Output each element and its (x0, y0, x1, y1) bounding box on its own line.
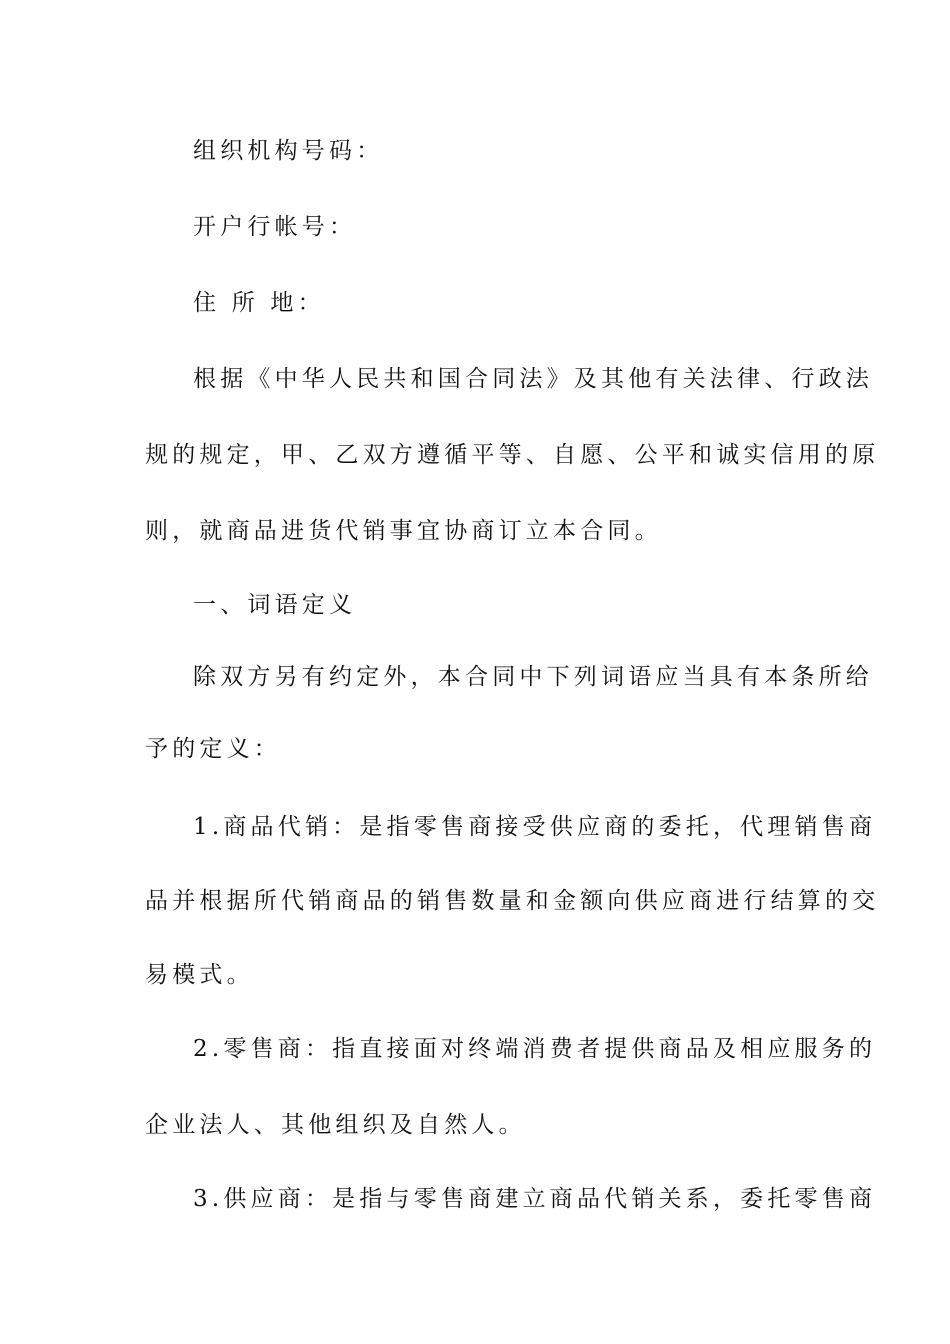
section-heading: 一、词语定义 (193, 592, 357, 618)
definition-line: 易模式。 (145, 962, 254, 988)
definition-line: 企业法人、其他组织及自然人。 (145, 1112, 526, 1138)
paragraph-line: 除双方另有约定外，本合同中下列词语应当具有本条所给 (193, 664, 873, 690)
definition-line: 1.商品代销：是指零售商接受供应商的委托，代理销售商 (193, 814, 877, 840)
paragraph-line: 规的规定，甲、乙双方遵循平等、自愿、公平和诚实信用的原 (145, 442, 880, 468)
definition-line: 3.供应商：是指与零售商建立商品代销关系，委托零售商 (193, 1186, 877, 1212)
definition-line: 2.零售商：指直接面对终端消费者提供商品及相应服务的 (193, 1036, 877, 1062)
paragraph-line: 根据《中华人民共和国合同法》及其他有关法律、行政法 (193, 366, 873, 392)
paragraph-line: 予的定义： (145, 736, 281, 762)
paragraph-line: 则，就商品进货代销事宜协商订立本合同。 (145, 518, 662, 544)
address-label: 住 所 地： (193, 290, 325, 316)
org-code-label: 组织机构号码： (193, 138, 384, 164)
definition-line: 品并根据所代销商品的销售数量和金额向供应商进行结算的交 (145, 888, 880, 914)
bank-account-label: 开户行帐号： (193, 214, 357, 240)
